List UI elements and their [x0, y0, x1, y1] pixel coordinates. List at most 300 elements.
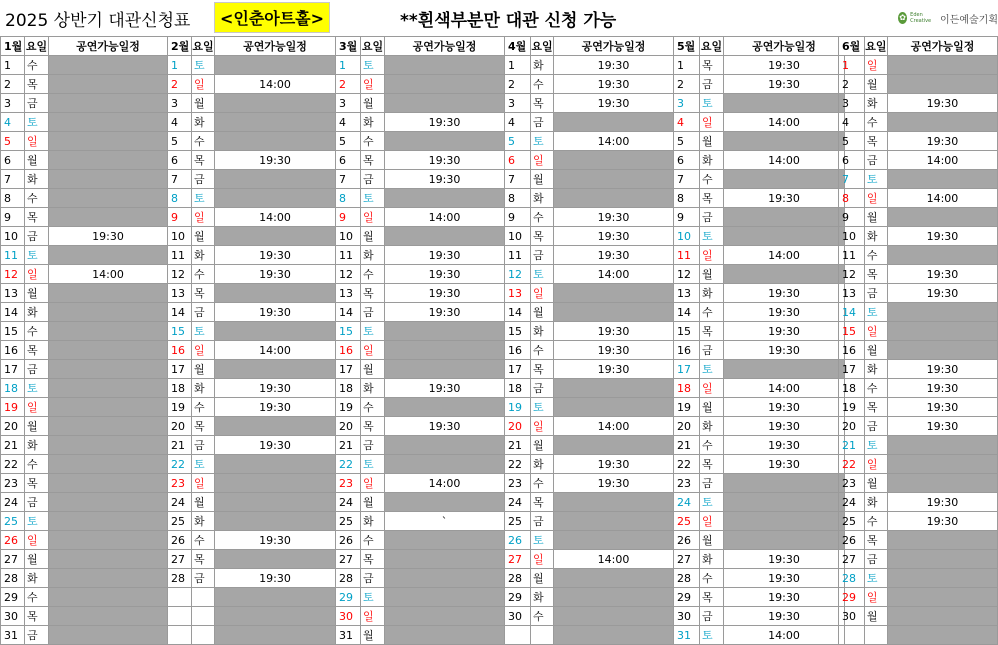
- schedule-cell[interactable]: `: [385, 512, 505, 531]
- schedule-cell[interactable]: [215, 360, 336, 379]
- weekday-cell: 금: [361, 170, 385, 189]
- schedule-cell[interactable]: 19:30: [724, 189, 845, 208]
- weekday-cell: 목: [700, 189, 724, 208]
- table-row: [1, 341, 168, 360]
- schedule-cell[interactable]: [887, 322, 997, 341]
- schedule-cell[interactable]: 19:30: [554, 94, 674, 113]
- schedule-cell[interactable]: [215, 512, 336, 531]
- weekday-cell: 화: [361, 246, 385, 265]
- schedule-cell[interactable]: [887, 75, 997, 94]
- schedule-cell[interactable]: 19:30: [887, 94, 997, 113]
- schedule-cell[interactable]: 19:30: [887, 360, 997, 379]
- schedule-cell[interactable]: 19:30: [385, 170, 505, 189]
- day-number-cell: 18: [336, 379, 361, 398]
- schedule-cell[interactable]: [385, 360, 505, 379]
- schedule-cell[interactable]: [215, 455, 336, 474]
- schedule-cell[interactable]: [554, 626, 674, 645]
- table-row: [505, 75, 674, 94]
- weekday-cell: 일: [25, 132, 49, 151]
- schedule-cell[interactable]: [49, 75, 168, 94]
- table-row: [336, 246, 505, 265]
- schedule-cell[interactable]: 19:30: [724, 436, 845, 455]
- schedule-cell[interactable]: 19:30: [554, 227, 674, 246]
- schedule-cell[interactable]: [49, 208, 168, 227]
- table-row: [839, 265, 998, 284]
- schedule-cell[interactable]: [215, 132, 336, 151]
- weekday-cell: [864, 626, 887, 645]
- month-label: 6월: [839, 37, 865, 56]
- schedule-cell[interactable]: 19:30: [554, 208, 674, 227]
- schedule-cell[interactable]: [385, 75, 505, 94]
- table-row: [168, 151, 336, 170]
- weekday-cell: 월: [700, 398, 724, 417]
- schedule-cell[interactable]: 19:30: [724, 588, 845, 607]
- schedule-cell[interactable]: [49, 151, 168, 170]
- schedule-cell[interactable]: 14:00: [887, 151, 997, 170]
- schedule-cell[interactable]: [49, 360, 168, 379]
- weekday-cell: 토: [864, 303, 887, 322]
- schedule-cell[interactable]: 19:30: [724, 75, 845, 94]
- table-row: [505, 341, 674, 360]
- schedule-cell[interactable]: 19:30: [724, 455, 845, 474]
- schedule-cell[interactable]: 19:30: [385, 417, 505, 436]
- schedule-cell[interactable]: 19:30: [385, 246, 505, 265]
- schedule-cell[interactable]: 19:30: [887, 132, 997, 151]
- weekday-cell: 화: [700, 417, 724, 436]
- schedule-cell[interactable]: [887, 455, 997, 474]
- schedule-cell[interactable]: 14:00: [215, 341, 336, 360]
- schedule-cell[interactable]: [49, 303, 168, 322]
- schedule-cell[interactable]: [554, 284, 674, 303]
- weekday-cell: 수: [192, 531, 215, 550]
- schedule-cell[interactable]: [724, 512, 845, 531]
- weekday-cell: 목: [700, 455, 724, 474]
- schedule-cell[interactable]: [385, 398, 505, 417]
- day-number-cell: 1: [839, 56, 865, 75]
- weekday-cell: 일: [531, 284, 554, 303]
- schedule-cell[interactable]: [554, 569, 674, 588]
- day-number-cell: 30: [839, 607, 865, 626]
- schedule-cell[interactable]: [49, 56, 168, 75]
- schedule-cell[interactable]: 19:30: [887, 493, 997, 512]
- day-number-cell: 31: [336, 626, 361, 645]
- schedule-cell[interactable]: [215, 607, 336, 626]
- schedule-cell[interactable]: [385, 341, 505, 360]
- schedule-cell[interactable]: [385, 322, 505, 341]
- schedule-cell[interactable]: 19:30: [724, 569, 845, 588]
- day-number-cell: 29: [336, 588, 361, 607]
- availability-note: **흰색부분만 대관 신청 가능: [400, 11, 617, 31]
- schedule-cell[interactable]: [887, 588, 997, 607]
- schedule-cell[interactable]: [554, 379, 674, 398]
- schedule-cell[interactable]: 19:30: [385, 113, 505, 132]
- day-number-cell: 21: [336, 436, 361, 455]
- schedule-cell[interactable]: [724, 94, 845, 113]
- schedule-cell[interactable]: [215, 493, 336, 512]
- schedule-cell[interactable]: 19:30: [887, 379, 997, 398]
- day-number-cell: 2: [839, 75, 865, 94]
- table-row: [674, 246, 845, 265]
- weekday-cell: 수: [864, 246, 887, 265]
- day-number-cell: 29: [674, 588, 700, 607]
- schedule-cell[interactable]: [215, 417, 336, 436]
- weekday-cell: 토: [700, 360, 724, 379]
- schedule-cell[interactable]: [385, 56, 505, 75]
- schedule-cell[interactable]: [887, 208, 997, 227]
- day-number-cell: 22: [674, 455, 700, 474]
- schedule-cell[interactable]: [724, 531, 845, 550]
- schedule-cell[interactable]: [49, 607, 168, 626]
- month-block: [335, 36, 505, 645]
- schedule-cell[interactable]: [215, 550, 336, 569]
- weekday-cell: 월: [864, 75, 887, 94]
- weekday-cell: 화: [25, 569, 49, 588]
- schedule-cell[interactable]: 19:30: [724, 607, 845, 626]
- schedule-cell[interactable]: [49, 455, 168, 474]
- schedule-cell[interactable]: [49, 588, 168, 607]
- weekday-cell: 목: [864, 398, 887, 417]
- schedule-cell[interactable]: 19:30: [385, 379, 505, 398]
- schedule-cell[interactable]: [887, 474, 997, 493]
- table-row: [839, 474, 998, 493]
- schedule-cell[interactable]: [215, 322, 336, 341]
- weekday-cell: 화: [361, 113, 385, 132]
- weekday-cell: 일: [864, 322, 887, 341]
- schedule-cell[interactable]: [887, 569, 997, 588]
- schedule-cell[interactable]: [215, 189, 336, 208]
- schedule-cell[interactable]: 14:00: [49, 265, 168, 284]
- schedule-cell[interactable]: [554, 398, 674, 417]
- schedule-cell[interactable]: 19:30: [554, 322, 674, 341]
- schedule-cell[interactable]: 14:00: [724, 246, 845, 265]
- schedule-cell[interactable]: 19:30: [554, 474, 674, 493]
- schedule-cell[interactable]: [385, 531, 505, 550]
- schedule-cell[interactable]: 19:30: [215, 569, 336, 588]
- schedule-cell[interactable]: 19:30: [554, 360, 674, 379]
- schedule-cell[interactable]: [385, 132, 505, 151]
- schedule-cell[interactable]: [215, 113, 336, 132]
- schedule-cell[interactable]: [49, 626, 168, 645]
- schedule-cell[interactable]: [49, 246, 168, 265]
- weekday-cell: 월: [531, 170, 554, 189]
- schedule-cell[interactable]: [49, 94, 168, 113]
- schedule-cell[interactable]: [385, 607, 505, 626]
- schedule-cell[interactable]: [385, 626, 505, 645]
- table-row: [336, 265, 505, 284]
- table-row: [839, 341, 998, 360]
- schedule-cell[interactable]: [385, 550, 505, 569]
- schedule-cell[interactable]: [215, 474, 336, 493]
- schedule-cell[interactable]: [215, 170, 336, 189]
- schedule-cell[interactable]: [49, 398, 168, 417]
- weekday-cell: 수: [25, 189, 49, 208]
- schedule-cell[interactable]: [724, 227, 845, 246]
- day-number-cell: 17: [674, 360, 700, 379]
- schedule-cell[interactable]: [554, 151, 674, 170]
- schedule-cell[interactable]: [554, 531, 674, 550]
- schedule-cell[interactable]: 19:30: [887, 284, 997, 303]
- schedule-cell[interactable]: 19:30: [215, 265, 336, 284]
- day-number-cell: 7: [674, 170, 700, 189]
- schedule-cell[interactable]: [554, 436, 674, 455]
- month-block: [167, 36, 336, 645]
- day-number-cell: 8: [168, 189, 192, 208]
- schedule-cell[interactable]: [887, 341, 997, 360]
- schedule-cell[interactable]: 19:30: [215, 379, 336, 398]
- schedule-cell[interactable]: [887, 531, 997, 550]
- schedule-cell[interactable]: 19:30: [215, 531, 336, 550]
- table-row: [168, 246, 336, 265]
- day-number-cell: 17: [1, 360, 25, 379]
- table-row: [674, 417, 845, 436]
- weekday-cell: 수: [531, 208, 554, 227]
- schedule-cell[interactable]: [49, 474, 168, 493]
- month-table: [838, 36, 998, 645]
- schedule-cell[interactable]: [887, 113, 997, 132]
- weekday-header: 요일: [531, 37, 554, 56]
- weekday-cell: 수: [25, 322, 49, 341]
- day-number-cell: 6: [505, 151, 531, 170]
- schedule-cell[interactable]: [385, 493, 505, 512]
- schedule-cell[interactable]: 19:30: [724, 322, 845, 341]
- schedule-cell[interactable]: 19:30: [887, 227, 997, 246]
- day-number-cell: 9: [674, 208, 700, 227]
- weekday-cell: 화: [531, 455, 554, 474]
- weekday-cell: 일: [192, 341, 215, 360]
- table-row: [336, 284, 505, 303]
- schedule-cell[interactable]: [554, 170, 674, 189]
- schedule-cell[interactable]: [385, 588, 505, 607]
- schedule-cell[interactable]: 19:30: [385, 151, 505, 170]
- schedule-cell[interactable]: [49, 322, 168, 341]
- schedule-cell[interactable]: 19:30: [554, 75, 674, 94]
- day-number-cell: 11: [1, 246, 25, 265]
- schedule-cell[interactable]: 19:30: [887, 398, 997, 417]
- weekday-cell: 목: [25, 341, 49, 360]
- day-number-cell: 20: [168, 417, 192, 436]
- weekday-cell: 수: [361, 398, 385, 417]
- day-number-cell: 16: [1, 341, 25, 360]
- schedule-cell[interactable]: [887, 550, 997, 569]
- schedule-cell[interactable]: [887, 626, 997, 645]
- schedule-cell[interactable]: [49, 512, 168, 531]
- schedule-cell[interactable]: 19:30: [724, 56, 845, 75]
- table-row: [674, 227, 845, 246]
- logo-leaf-icon: ✿: [899, 13, 906, 22]
- day-number-cell: 26: [336, 531, 361, 550]
- schedule-cell[interactable]: 14:00: [215, 75, 336, 94]
- table-row: [336, 113, 505, 132]
- schedule-cell[interactable]: 19:30: [887, 512, 997, 531]
- weekday-cell: 목: [864, 531, 887, 550]
- schedule-cell[interactable]: [887, 436, 997, 455]
- schedule-cell[interactable]: [724, 132, 845, 151]
- schedule-cell[interactable]: [385, 94, 505, 113]
- weekday-cell: 금: [192, 569, 215, 588]
- schedule-cell[interactable]: 19:30: [385, 303, 505, 322]
- schedule-cell[interactable]: [49, 417, 168, 436]
- schedule-cell[interactable]: 19:30: [724, 417, 845, 436]
- schedule-cell[interactable]: [724, 474, 845, 493]
- table-row: [168, 531, 336, 550]
- schedule-cell[interactable]: 14:00: [554, 417, 674, 436]
- table-row: [674, 132, 845, 151]
- table-row: [839, 360, 998, 379]
- schedule-cell[interactable]: 19:30: [215, 436, 336, 455]
- day-number-cell: 23: [1, 474, 25, 493]
- weekday-cell: 화: [361, 512, 385, 531]
- schedule-cell[interactable]: [215, 94, 336, 113]
- schedule-cell[interactable]: 14:00: [554, 265, 674, 284]
- schedule-cell[interactable]: [887, 607, 997, 626]
- schedule-cell[interactable]: [49, 132, 168, 151]
- weekday-cell: 수: [700, 436, 724, 455]
- schedule-cell[interactable]: [215, 227, 336, 246]
- schedule-cell[interactable]: 14:00: [887, 189, 997, 208]
- weekday-header: 요일: [192, 37, 215, 56]
- day-number-cell: 30: [674, 607, 700, 626]
- schedule-cell[interactable]: [49, 341, 168, 360]
- day-number-cell: 26: [674, 531, 700, 550]
- schedule-cell[interactable]: 19:30: [554, 455, 674, 474]
- schedule-cell[interactable]: 19:30: [385, 284, 505, 303]
- schedule-cell[interactable]: [215, 56, 336, 75]
- schedule-cell[interactable]: [215, 284, 336, 303]
- schedule-cell[interactable]: [49, 493, 168, 512]
- weekday-cell: 토: [700, 227, 724, 246]
- schedule-cell[interactable]: [49, 113, 168, 132]
- schedule-cell[interactable]: [887, 170, 997, 189]
- schedule-cell[interactable]: [49, 189, 168, 208]
- weekday-cell: 월: [864, 208, 887, 227]
- schedule-cell[interactable]: 19:30: [554, 246, 674, 265]
- weekday-cell: 화: [531, 588, 554, 607]
- schedule-cell[interactable]: [385, 436, 505, 455]
- schedule-cell[interactable]: [49, 569, 168, 588]
- day-number-cell: 17: [839, 360, 865, 379]
- weekday-cell: 금: [25, 493, 49, 512]
- day-number-cell: 23: [839, 474, 865, 493]
- table-row: [168, 322, 336, 341]
- schedule-cell[interactable]: [887, 56, 997, 75]
- schedule-cell[interactable]: [554, 607, 674, 626]
- schedule-cell[interactable]: 19:30: [724, 303, 845, 322]
- schedule-cell[interactable]: [724, 170, 845, 189]
- schedule-cell[interactable]: [554, 303, 674, 322]
- day-number-cell: 23: [674, 474, 700, 493]
- weekday-cell: 토: [25, 379, 49, 398]
- schedule-cell[interactable]: [724, 265, 845, 284]
- day-number-cell: 20: [505, 417, 531, 436]
- table-row: [336, 75, 505, 94]
- weekday-cell: 토: [864, 170, 887, 189]
- schedule-cell[interactable]: 19:30: [554, 341, 674, 360]
- table-row: [839, 436, 998, 455]
- day-number-cell: 25: [336, 512, 361, 531]
- weekday-cell: 목: [864, 132, 887, 151]
- schedule-cell[interactable]: 19:30: [215, 398, 336, 417]
- schedule-cell[interactable]: [385, 189, 505, 208]
- day-number-cell: 21: [505, 436, 531, 455]
- day-number-cell: 16: [168, 341, 192, 360]
- schedule-cell[interactable]: [554, 113, 674, 132]
- schedule-cell[interactable]: [554, 189, 674, 208]
- schedule-cell[interactable]: [49, 170, 168, 189]
- schedule-cell[interactable]: [215, 588, 336, 607]
- schedule-cell[interactable]: [385, 227, 505, 246]
- weekday-cell: 화: [700, 151, 724, 170]
- schedule-cell[interactable]: 14:00: [724, 626, 845, 645]
- schedule-cell[interactable]: 14:00: [215, 208, 336, 227]
- schedule-cell[interactable]: 14:00: [724, 113, 845, 132]
- table-row: [839, 417, 998, 436]
- weekday-cell: [531, 626, 554, 645]
- schedule-cell[interactable]: [385, 455, 505, 474]
- schedule-cell[interactable]: [724, 360, 845, 379]
- schedule-cell[interactable]: 19:30: [215, 246, 336, 265]
- schedule-cell[interactable]: [215, 626, 336, 645]
- schedule-cell[interactable]: 19:30: [215, 303, 336, 322]
- weekday-cell: 화: [864, 493, 887, 512]
- weekday-cell: 목: [25, 75, 49, 94]
- schedule-cell[interactable]: [554, 512, 674, 531]
- schedule-cell[interactable]: 19:30: [385, 265, 505, 284]
- schedule-cell[interactable]: 19:30: [554, 56, 674, 75]
- schedule-cell[interactable]: 14:00: [385, 474, 505, 493]
- schedule-cell[interactable]: [724, 208, 845, 227]
- table-row: [674, 341, 845, 360]
- table-row: [168, 341, 336, 360]
- table-row: [336, 607, 505, 626]
- month-table: [335, 36, 505, 645]
- schedule-cell[interactable]: 19:30: [724, 398, 845, 417]
- schedule-cell[interactable]: 14:00: [554, 132, 674, 151]
- schedule-cell[interactable]: [49, 284, 168, 303]
- schedule-cell[interactable]: [724, 493, 845, 512]
- schedule-cell[interactable]: [49, 436, 168, 455]
- schedule-cell[interactable]: 14:00: [554, 550, 674, 569]
- schedule-cell[interactable]: [49, 531, 168, 550]
- day-number-cell: 27: [168, 550, 192, 569]
- schedule-cell[interactable]: 19:30: [724, 550, 845, 569]
- schedule-cell[interactable]: 19:30: [887, 417, 997, 436]
- schedule-cell[interactable]: [49, 550, 168, 569]
- schedule-cell[interactable]: [887, 303, 997, 322]
- day-number-cell: 15: [168, 322, 192, 341]
- schedule-cell[interactable]: [554, 493, 674, 512]
- weekday-cell: 토: [700, 626, 724, 645]
- schedule-cell[interactable]: 14:00: [385, 208, 505, 227]
- schedule-cell[interactable]: 19:30: [215, 151, 336, 170]
- schedule-cell[interactable]: [887, 246, 997, 265]
- schedule-cell[interactable]: 19:30: [887, 265, 997, 284]
- schedule-cell[interactable]: 14:00: [724, 151, 845, 170]
- schedule-cell[interactable]: [49, 379, 168, 398]
- schedule-cell[interactable]: 19:30: [724, 341, 845, 360]
- table-row: [336, 474, 505, 493]
- schedule-cell[interactable]: [385, 569, 505, 588]
- table-row: [336, 626, 505, 645]
- weekday-cell: 월: [700, 531, 724, 550]
- schedule-cell[interactable]: [554, 588, 674, 607]
- schedule-cell[interactable]: 19:30: [724, 284, 845, 303]
- table-row: [168, 75, 336, 94]
- table-row: [674, 170, 845, 189]
- schedule-cell[interactable]: 19:30: [49, 227, 168, 246]
- day-number-cell: 15: [336, 322, 361, 341]
- weekday-cell: 수: [864, 512, 887, 531]
- schedule-cell[interactable]: 14:00: [724, 379, 845, 398]
